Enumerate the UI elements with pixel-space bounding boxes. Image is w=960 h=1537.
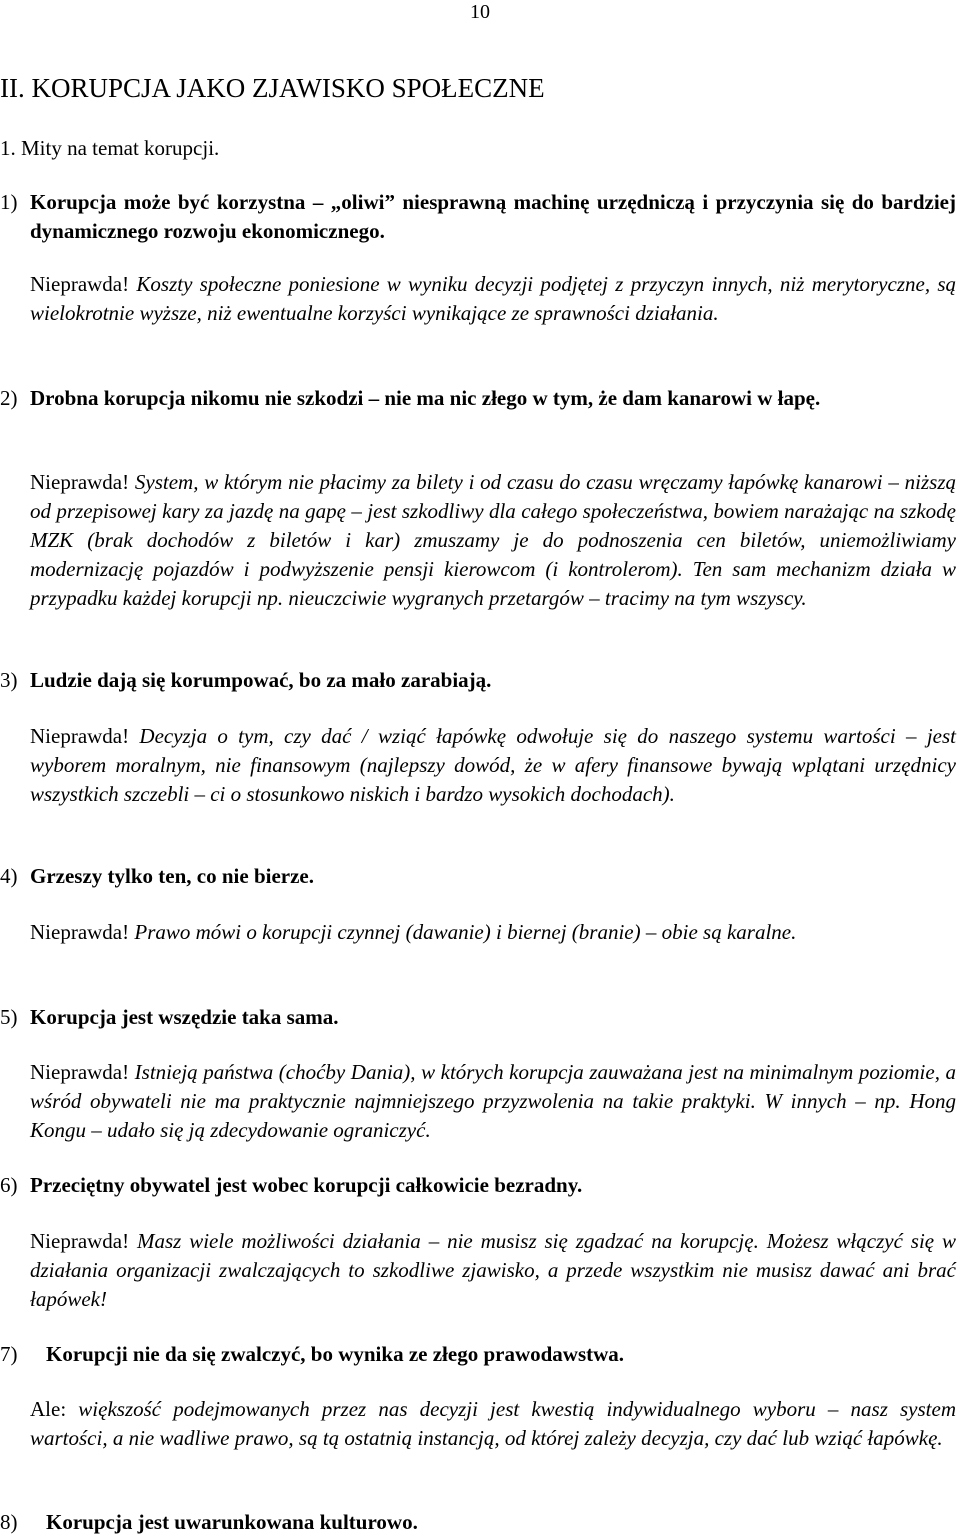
myth-number: 7) bbox=[0, 1342, 18, 1366]
answer-lead: Nieprawda! bbox=[30, 1229, 130, 1253]
myth-text: Drobna korupcja nikomu nie szkodzi – nie ma nic złego w tym, że dam kanarowi w łapę. bbox=[30, 386, 821, 410]
myth-7 bbox=[0, 1340, 956, 1369]
answer-text: większość podejmowanych przez nas decyzji jest kwestią indywidualnego wyboru – nasz system wartości, a nie wadliwe prawo, są tą ostatnią instancją, od której zależy decyzja, czy dać lub wziąć łapówkę. bbox=[30, 1397, 956, 1450]
answer-lead: Nieprawda! bbox=[30, 1060, 130, 1084]
myth-6 bbox=[0, 1171, 956, 1200]
answer-5 bbox=[30, 1058, 956, 1145]
answer-lead: Nieprawda! bbox=[30, 272, 130, 296]
section-title: 1. Mity na temat korupcji. bbox=[0, 136, 220, 160]
myth-text: Korupcja jest uwarunkowana kulturowo. bbox=[46, 1510, 418, 1534]
myth-text: Przeciętny obywatel jest wobec korupcji całkowicie bezradny. bbox=[30, 1173, 583, 1197]
myth-8 bbox=[0, 1508, 956, 1537]
myth-number: 1) bbox=[0, 190, 18, 214]
answer-text: System, w którym nie płacimy za bilety i od czasu do czasu wręczamy łapówkę kanarowi – niższą od przepisowej kary za jazdę na gapę – jest szkodliwy dla całego społeczeństwa, bowiem narażając na szkodę MZK (brak dochodów z biletów i kar) zmuszamy je do podnoszenia cen biletów, uniemożliwiamy modernizację pojazdów i podwyższenie pensji kierowcom (i kontrolerom). Ten sam mechanizm działa w przypadku każdej korupcji np. nieuczciwie wygranych przetargów – tracimy na tym wszyscy. bbox=[30, 470, 956, 610]
myth-4 bbox=[0, 862, 956, 891]
page-number: 10 bbox=[470, 1, 490, 23]
answer-1 bbox=[30, 270, 956, 328]
myth-text: Grzeszy tylko ten, co nie bierze. bbox=[30, 864, 314, 888]
myth-number: 5) bbox=[0, 1005, 18, 1029]
answer-lead: Ale: bbox=[30, 1397, 67, 1421]
myth-text: Ludzie dają się korumpować, bo za mało zarabiają. bbox=[30, 668, 492, 692]
answer-lead: Nieprawda! bbox=[30, 920, 130, 944]
answer-text: Masz wiele możliwości działania – nie musisz się zgadzać na korupcję. Możesz włączyć się w działania organizacji zwalczających to szkodliwe zjawisko, a przede wszystkim nie musisz dawać ani brać łapówek! bbox=[30, 1229, 956, 1311]
myth-text: Korupcji nie da się zwalczyć, bo wynika ze złego prawodawstwa. bbox=[46, 1342, 625, 1366]
myth-5 bbox=[0, 1003, 956, 1032]
myth-text: Korupcja może być korzystna – „oliwi” niesprawną machinę urzędniczą i przyczynia się do bardziej dynamicznego rozwoju ekonomicznego. bbox=[30, 190, 956, 243]
answer-4 bbox=[30, 918, 956, 947]
answer-7 bbox=[30, 1395, 956, 1453]
answer-2 bbox=[30, 468, 956, 613]
answer-6 bbox=[30, 1227, 956, 1314]
myth-number: 2) bbox=[0, 386, 18, 410]
myth-3 bbox=[0, 666, 956, 695]
answer-text: Decyzja o tym, czy dać / wziąć łapówkę odwołuje się do naszego systemu wartości – jest wyborem moralnym, nie finansowym (najlepszy dowód, że w afery finansowe bywają wplątani urzędnicy wszystkich szczebli – ci o stosunkowo niskich i bardzo wysokich dochodach). bbox=[30, 724, 956, 806]
chapter-title: II. KORUPCJA JAKO ZJAWISKO SPOŁECZNE bbox=[0, 73, 545, 103]
answer-3 bbox=[30, 722, 956, 809]
answer-text: Koszty społeczne poniesione w wyniku decyzji podjętej z przyczyn innych, niż merytoryczne, są wielokrotnie wyższe, niż ewentualne korzyści wynikające ze sprawności działania. bbox=[30, 272, 956, 325]
myth-text: Korupcja jest wszędzie taka sama. bbox=[30, 1005, 339, 1029]
myth-number: 8) bbox=[0, 1510, 18, 1534]
answer-lead: Nieprawda! bbox=[30, 470, 130, 494]
answer-text: Istnieją państwa (choćby Dania), w których korupcja zauważana jest na minimalnym poziomie, a wśród obywateli nie ma praktycznie najmniejszego przyzwolenia na takie praktyki. W innych – np. Hong Kongu – udało się ją zdecydowanie ograniczyć. bbox=[30, 1060, 956, 1142]
myth-number: 4) bbox=[0, 864, 18, 888]
myth-number: 3) bbox=[0, 668, 18, 692]
myth-number: 6) bbox=[0, 1173, 18, 1197]
answer-lead: Nieprawda! bbox=[30, 724, 130, 748]
answer-text: Prawo mówi o korupcji czynnej (dawanie) i biernej (branie) – obie są karalne. bbox=[129, 920, 797, 944]
myth-1 bbox=[0, 188, 956, 246]
myth-2 bbox=[0, 384, 956, 413]
